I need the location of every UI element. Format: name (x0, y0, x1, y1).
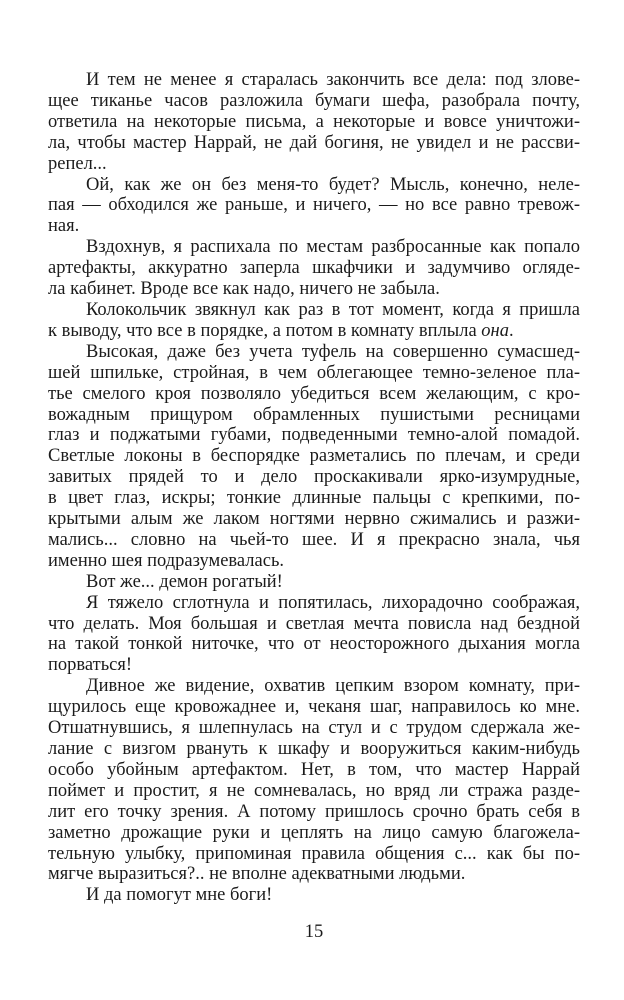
text-line (48, 133, 580, 154)
text-segment-italic: она (481, 320, 509, 341)
text-line (48, 384, 580, 405)
text-segment: к выводу, что все в порядке, а потом в комнату вплыла (48, 320, 482, 341)
text-line (48, 864, 580, 885)
text-line (48, 363, 580, 384)
text-line (48, 154, 580, 175)
text-segment: поймет и простит, я не сомневалась, но вряд ли стража разде- (48, 780, 580, 801)
text-line (48, 634, 580, 655)
text-line (48, 175, 580, 196)
text-segment: что делать. Моя большая и светлая мечта повисла над бездной (48, 613, 580, 634)
text-segment: Дивное же видение, охватив цепким взором комнату, при- (86, 676, 580, 697)
text-segment: завитых прядей то и дело проскакивали ярко-изумрудные, (48, 467, 580, 488)
text-line (48, 258, 580, 279)
text-segment: Вздохнув, я распихала по местам разбросанные как попало (86, 237, 580, 258)
text-line (48, 91, 580, 112)
text-segment: ла кабинет. Вроде все как надо, ничего не забыла. (48, 279, 440, 300)
text-segment: крытыми алым же лаком ногтями нервно сжимались и разжи- (48, 509, 580, 530)
text-line (48, 195, 580, 216)
text-line (48, 216, 580, 237)
text-line (48, 279, 580, 300)
text-line (48, 885, 580, 906)
text-line (48, 614, 580, 635)
text-line (48, 655, 580, 676)
text-segment: щее тиканье часов разложила бумаги шефа, разобрала почту, (48, 90, 580, 111)
text-line (48, 551, 580, 572)
text-segment: особо убойным артефактом. Нет, в том, что мастер Наррай (48, 759, 580, 780)
text-block (48, 70, 580, 906)
text-segment: на такой тонкой ниточке, что от неосторожного дыхания могла (48, 634, 580, 655)
text-line (48, 718, 580, 739)
text-line (48, 446, 580, 467)
text-segment: щурилось еще кровожаднее и, чеканя шаг, направилось ко мне. (48, 697, 580, 718)
text-line (48, 676, 580, 697)
text-segment: порваться! (48, 655, 133, 676)
text-segment: . (508, 320, 514, 341)
text-segment: тельную улыбку, припоминая правила общения с... как бы по- (48, 843, 580, 864)
text-segment: заметно дрожащие руки и цеплять на лицо самую благожела- (48, 822, 580, 843)
text-segment: мягче выразиться?.. не вполне адекватными людьми. (48, 864, 466, 885)
text-segment: Высокая, даже без учета туфель на совершенно сумасшед- (86, 341, 580, 362)
text-segment: Светлые локоны в беспорядке разметались по плечам, и среди (48, 446, 580, 467)
text-segment: ная. (48, 216, 80, 237)
text-line (48, 300, 580, 321)
text-line (48, 530, 580, 551)
text-segment: Вот же... демон рогатый! (86, 571, 283, 592)
text-line (48, 321, 580, 342)
text-segment: пая — обходился же раньше, и ничего, — но все равно тревож- (48, 195, 580, 216)
text-segment: лит его точку зрения. А потому пришлось срочно брать себя в (48, 801, 580, 822)
text-segment: тье смелого кроя позволяло убедиться всем желающим, с кро- (48, 383, 580, 404)
text-line (48, 802, 580, 823)
text-segment: в цвет глаз, искры; тонкие длинные пальцы с крепкими, по- (48, 488, 580, 509)
text-line (48, 70, 580, 91)
text-line (48, 237, 580, 258)
text-line (48, 342, 580, 363)
text-line (48, 760, 580, 781)
text-line (48, 488, 580, 509)
text-segment: И да помогут мне боги! (86, 885, 273, 906)
text-line (48, 844, 580, 865)
text-line (48, 697, 580, 718)
text-segment: Колокольчик звякнул как раз в тот момент, когда я пришла (86, 299, 580, 320)
text-segment: вожадным прищуром обрамленных пушистыми ресницами (48, 404, 580, 425)
text-segment: глаз и поджатыми губами, подведенными темно-алой помадой. (48, 425, 580, 446)
text-segment: именно шея подразумевалась. (48, 550, 285, 571)
text-segment: И тем не менее я старалась закончить все дела: под злове- (86, 70, 580, 90)
text-line (48, 823, 580, 844)
text-line (48, 509, 580, 530)
text-line (48, 467, 580, 488)
text-line (48, 593, 580, 614)
text-line (48, 112, 580, 133)
text-line (48, 781, 580, 802)
page-number: 15 (304, 922, 324, 943)
text-segment: репел... (48, 153, 107, 174)
text-line (48, 572, 580, 593)
text-segment: Отшатнувшись, я шлепнулась на стул и с трудом сдержала же- (48, 718, 580, 739)
text-line (48, 405, 580, 426)
text-line (48, 739, 580, 760)
text-segment: Я тяжело сглотнула и попятилась, лихорадочно соображая, (86, 592, 580, 613)
text-segment: лание с визгом рвануть к шкафу и вооружиться каким-нибудь (48, 739, 580, 759)
text-segment: ответила на некоторые письма, а некоторые и вовсе уничтожи- (48, 111, 580, 132)
text-segment: мались... словно на чьей-то шее. И я прекрасно знала, чья (48, 529, 580, 550)
text-segment: артефакты, аккуратно заперла шкафчики и задумчиво огляде- (48, 258, 580, 279)
text-segment: шей шпильке, стройная, в чем облегающее темно-зеленое пла- (48, 362, 580, 383)
text-segment: ла, чтобы мастер Наррай, не дай богиня, не увидел и не рассви- (48, 132, 580, 153)
text-line (48, 425, 580, 446)
text-segment: Ой, как же он без меня-то будет? Мысль, конечно, неле- (86, 174, 580, 195)
